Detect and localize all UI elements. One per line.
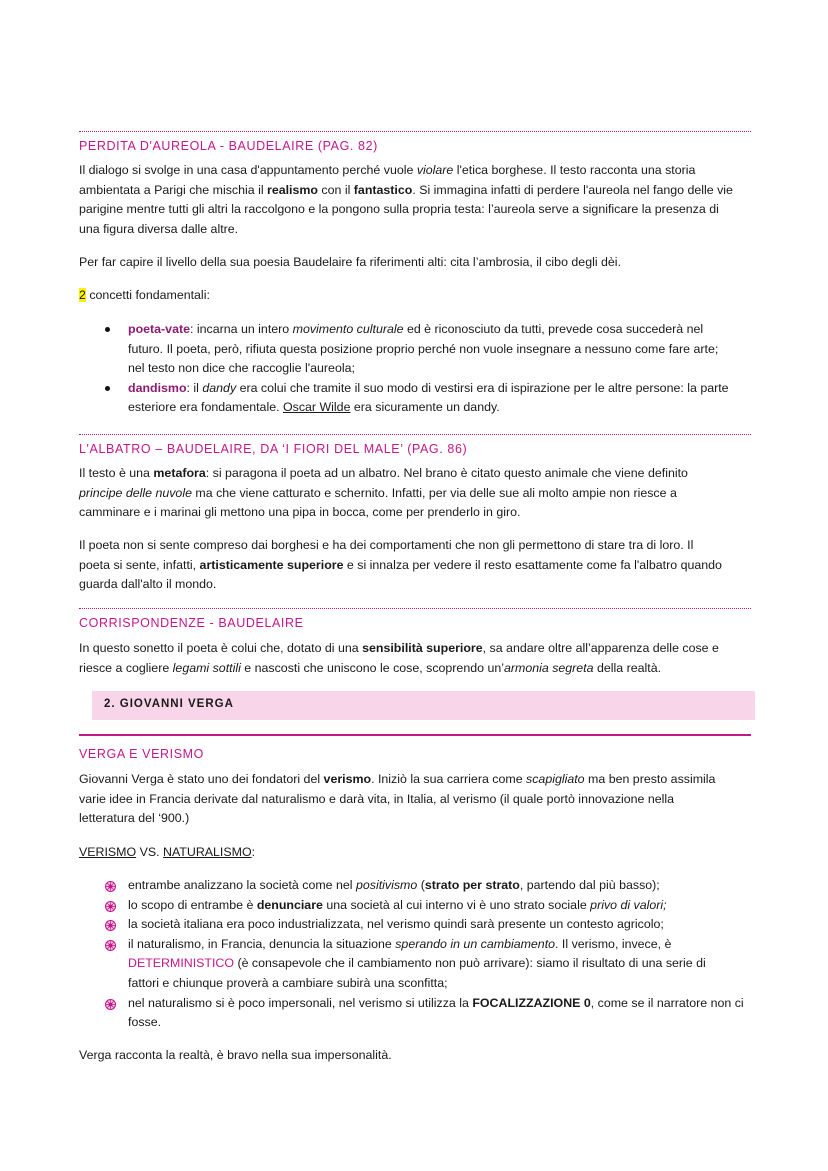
paragraph-albatro-1: Il testo è una metafora: si paragona il poeta ad un albatro. Nel brano è citato questo animale che viene definito principe delle nuvole ma che viene catturato e schernito. Infatti, per via delle sue ali molto ampie non riesce a camminare e i marinai gli mettono una pipa in bocca, come per prenderlo in giro.	[79, 466, 688, 520]
bullet-dot-icon	[105, 327, 110, 332]
chapter-heading: 2. GIOVANNI VERGA	[104, 698, 234, 710]
section-heading-corrispondenze: CORRISPONDENZE - BAUDELAIRE	[79, 608, 751, 631]
list-item-focalizzazione: nel naturalismo si è poco impersonali, nel verismo si utilizza la FOCALIZZAZIONE 0, come se il narratore non ci fosse.	[79, 994, 751, 1033]
chapter-heading-band	[92, 691, 755, 720]
paragraph-corrispondenze: In questo sonetto il poeta è colui che, dotato di una sensibilità superiore, sa andare oltre all’apparenza delle cose e riesce a cogliere legami sottili e nascosti che uniscono le cose, scoprendo un’armonia segreta della realtà.	[79, 641, 719, 675]
list-item-positivismo: entrambe analizzano la società come nel positivismo (strato per strato, partendo dal più basso);	[79, 876, 751, 896]
section-heading-perdita-daureola: PERDITA D'AUREOLA - BAUDELAIRE (PAG. 82)	[79, 131, 751, 154]
verismo-vs-naturalismo-label: VERISMO VS. NATURALISMO:	[79, 845, 256, 859]
concetti-list	[79, 320, 751, 418]
paragraph-verga-closing: Verga racconta la realtà, è bravo nella sua impersonalità.	[79, 1048, 392, 1062]
comparison-list	[79, 876, 751, 1033]
list-item-dandismo: dandismo: il dandy era colui che tramite il suo modo di vestirsi era di ispirazione per le altre persone: la parte esteriore era fondamentale. Oscar Wilde era sicuramente un dandy.	[79, 379, 751, 418]
flower-bullet-icon	[105, 881, 116, 892]
flower-bullet-icon	[105, 920, 116, 931]
section-heading-albatro: L'ALBATRO – BAUDELAIRE, DA ‘I FIORI DEL MALE’ (PAG. 86)	[79, 434, 751, 457]
list-item-contesto-agricolo: la società italiana era poco industrializzata, nel verismo quindi sarà presente un contesto agricolo;	[79, 915, 751, 935]
list-item-deterministico: il naturalismo, in Francia, denuncia la situazione sperando in un cambiamento. Il verismo, invece, è DETERMINISTICO (è consapevole che il cambiamento non può arrivare): siamo il risultato di una serie di fattori e chiunque proverà a cambiare subirà una sconfitta;	[79, 935, 751, 994]
flower-bullet-icon	[105, 999, 116, 1010]
list-item-denunciare: lo scopo di entrambe è denunciare una società al cui interno vi è uno strato sociale privo di valori;	[79, 896, 751, 916]
flower-bullet-icon	[105, 901, 116, 912]
bullet-dot-icon	[105, 386, 110, 391]
paragraph-perdita-1: Il dialogo si svolge in una casa d'appuntamento perché vuole violare l'etica borghese. Il testo racconta una storia ambientata a Parigi che mischia il realismo con il fantastico. Si immagina infatti di perdere l'aureola nel fango delle vie parigine mentre tutti gli altri la raccolgono e la pongono sulla propria testa: l’aureola serve a significare la presenza di una figura diversa dalle altre.	[79, 163, 733, 236]
paragraph-perdita-2: Per far capire il livello della sua poesia Baudelaire fa riferimenti alti: cita l’ambrosia, il cibo degli dèi.	[79, 255, 622, 269]
flower-bullet-icon	[105, 940, 116, 951]
concetti-label: 2 concetti fondamentali:	[79, 288, 210, 302]
list-item-poeta-vate: poeta-vate: incarna un intero movimento culturale ed è riconosciuto da tutti, prevede cosa succederà nel futuro. Il poeta, però, rifiuta questa posizione proprio perché non vuole insegnare a nessuno come fare arte; nel testo non dice che raccoglie l'aureola;	[79, 320, 751, 379]
highlight-number: 2	[79, 288, 86, 302]
section-heading-verga-verismo: VERGA E VERISMO	[79, 746, 751, 762]
paragraph-albatro-2: Il poeta non si sente compreso dai borghesi e ha dei comportamenti che non gli permettono di stare tra di loro. Il poeta si sente, infatti, artisticamente superiore e si innalza per vedere il resto esattamente come fa l'albatro quando guarda dall'alto il mondo.	[79, 538, 722, 592]
paragraph-verga-1: Giovanni Verga è stato uno dei fondatori del verismo. Iniziò la sua carriera come scapigliato ma ben presto assimila varie idee in Francia derivate dal naturalismo e darà vita, in Italia, al verismo (il quale portò innovazione nella letteratura del ‘900.)	[79, 772, 716, 826]
